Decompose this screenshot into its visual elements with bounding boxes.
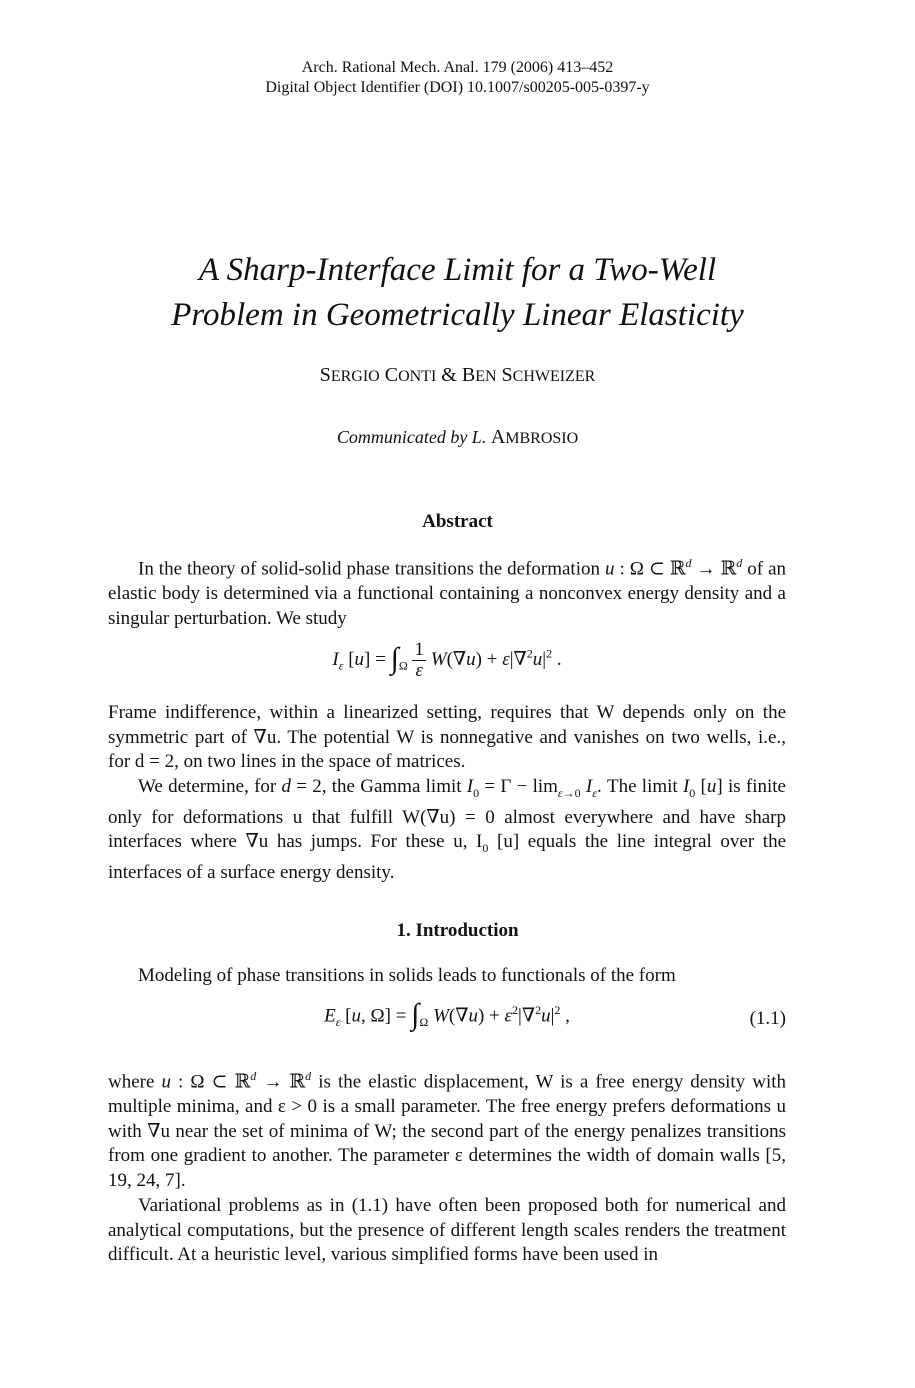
intro-paragraph-1 bbox=[108, 964, 786, 989]
abstract-paragraph-1: In the theory of solid-solid phase transitions the deformation u : Ω ⊂ ℝ$^d$ → ℝ$^d$ of an elastic body is determined via a functional containing a nonconvex energy density and a singular perturbation. We study bbox=[108, 556, 787, 629]
intro-p1-text: Modeling of phase transitions in solids leads to functionals of the form bbox=[138, 965, 676, 986]
abstract-body bbox=[108, 701, 786, 886]
abstract-p3-c: . The limit bbox=[596, 776, 683, 798]
author-separator: & bbox=[441, 364, 457, 386]
intro-p2-a: where bbox=[108, 1071, 162, 1093]
editor-initial: A bbox=[490, 426, 506, 448]
abstract-p3-e: [u] equals the line integral over the interfaces of a surface energy density. bbox=[108, 831, 787, 883]
communicated-by bbox=[0, 426, 915, 449]
communicated-label: Communicated by L. bbox=[336, 427, 487, 447]
author-1-first-initial: S bbox=[319, 364, 331, 386]
doi-line: Digital Object Identifier (DOI) 10.1007/s00205-005-0397-y bbox=[265, 79, 650, 96]
abstract-p1-start: In the theory of solid-solid phase transitions the deformation bbox=[138, 558, 605, 580]
abstract-p3-d: is finite only for deformations u that fulfill W(∇u) = 0 almost everywhere and have sharp interfaces where ∇u has jumps. For these u, I bbox=[108, 776, 786, 853]
abstract-p3-a: We determine, for bbox=[138, 776, 282, 798]
journal-citation: Arch. Rational Mech. Anal. 179 (2006) 413–452 bbox=[301, 59, 614, 76]
equation-1-1: $E_\varepsilon$ [u, $\Omega] = \int_\Omega$ $W(\nabla u) + \varepsilon^2|\nabla^2u|^2$ , (1.1) bbox=[324, 998, 786, 1031]
author-1-last-initial: C bbox=[384, 364, 399, 386]
equation-energy-functional: $I_\varepsilon$ $[u] = \int_\Omega$ $\frac{1}{\varepsilon}$ $W(\nabla u) + \varepsilon|\nabla^2u|^2$ . bbox=[332, 639, 562, 681]
abstract-heading: Abstract bbox=[422, 511, 493, 532]
title-line-2: Problem in Geometrically Linear Elasticity bbox=[171, 297, 744, 333]
deformation-map: u bbox=[604, 558, 615, 580]
title-line-1: A Sharp-Interface Limit for a Two-Well bbox=[198, 252, 717, 288]
abstract-paragraph-3: We determine, for d = 2, the Gamma limit $I_0 = \Gamma - \lim_{\varepsilon\to 0} I_\varepsilon$. The limit $I_0$ [u] is finite only for deformations u that fulfill W(∇u) = 0 almost everywhere and have sharp interfaces where ∇u has jumps. For these u, $I_0$ [u] equals the line integral over the interfaces of a surface energy density. bbox=[108, 776, 787, 883]
intro-p2-b: is the elastic displacement, W is a free energy density with multiple minima, and ε > 0 is a small parameter. The free energy prefers deformations u with ∇u near the set of minima of W; the second part of the energy penalizes transitions from one gradient to another. The parameter ε determines the width of domain walls [5, 19, 24, 7]. bbox=[108, 1071, 786, 1192]
intro-paragraph-2: where u : Ω ⊂ ℝ$^d$ → ℝ$^d$ is the elastic displacement, W is a free energy density with multiple minima, and ε > 0 is a small parameter. The free energy prefers deformations u with ∇u near the set of minima of W; the second part of the energy penalizes transitions from one gradient to another. The parameter ε determines the width of domain walls [5, 19, 24, 7]. bbox=[108, 1069, 786, 1192]
abstract-p3-b: , the Gamma limit bbox=[321, 776, 467, 798]
editor-rest: MBROSIO bbox=[505, 430, 579, 447]
intro-paragraph-3: Variational problems as in (1.1) have often been proposed both for numerical and analytical computations, but the presence of different length scales renders the treatment difficult. At a heuristic level, various simplified forms have been used in bbox=[108, 1194, 786, 1266]
journal-header bbox=[0, 58, 915, 98]
abstract-p1-end: of an elastic body is determined via a functional containing a nonconvex energy density and a singular perturbation. We study bbox=[108, 558, 787, 629]
intro-body bbox=[108, 1064, 786, 1268]
author-2-first-rest: EN bbox=[475, 368, 497, 385]
equation-number: (1.1) bbox=[749, 1008, 786, 1029]
author-2-last-initial: S bbox=[501, 364, 513, 386]
abstract-paragraph-2: Frame indifference, within a linearized setting, requires that W depends only on the symmetric part of ∇u. The potential W is nonnegative and vanishes on two wells, i.e., for d = 2, on two lines in the space of matrices. bbox=[108, 702, 786, 773]
paper-title bbox=[0, 248, 915, 338]
section-heading-introduction: 1. Introduction bbox=[396, 920, 519, 941]
author-1-last-rest: ONTI bbox=[398, 368, 437, 385]
authors bbox=[0, 364, 915, 387]
author-2-first-initial: B bbox=[461, 364, 476, 386]
author-1-first-rest: ERGIO bbox=[330, 368, 380, 385]
author-2-last-rest: CHWEIZER bbox=[512, 368, 596, 385]
